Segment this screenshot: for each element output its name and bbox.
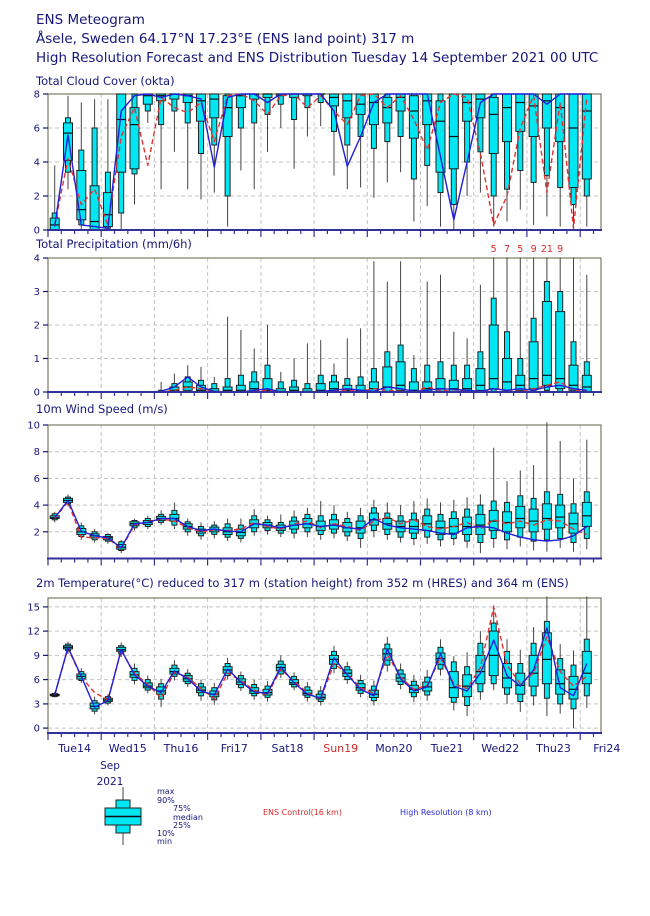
- legend-25-label: 25%: [173, 821, 191, 830]
- legend-high-res-label: High Resolution (8 km): [400, 808, 492, 817]
- time-axis-labels: [0, 740, 650, 790]
- forecast-subtitle: High Resolution Forecast and ENS Distribution Tuesday 14 September 2021 00 UTC: [36, 50, 599, 66]
- svg-text:0: 0: [33, 387, 40, 399]
- svg-text:0: 0: [33, 225, 40, 237]
- svg-text:7: 7: [503, 244, 511, 255]
- cloud-cover-title: Total Cloud Cover (okta): [36, 74, 175, 88]
- svg-text:Tue14: Tue14: [58, 742, 91, 755]
- svg-text:5: 5: [517, 244, 524, 255]
- svg-text:2: 2: [33, 527, 40, 539]
- temperature-chart: [0, 590, 650, 740]
- cloud-cover-chart: [0, 88, 650, 240]
- svg-text:Tue21: Tue21: [430, 742, 464, 755]
- svg-text:9: 9: [33, 650, 40, 662]
- svg-text:4: 4: [33, 157, 40, 169]
- svg-text:5: 5: [490, 244, 497, 255]
- svg-text:Thu23: Thu23: [536, 742, 571, 755]
- svg-text:15: 15: [27, 602, 40, 614]
- svg-text:10: 10: [27, 420, 40, 432]
- svg-text:Wed22: Wed22: [481, 742, 520, 755]
- svg-text:3: 3: [33, 287, 40, 298]
- wind-speed-title: 10m Wind Speed (m/s): [36, 402, 168, 416]
- page-title: ENS Meteogram: [36, 12, 145, 28]
- svg-text:21: 21: [540, 244, 553, 255]
- svg-text:8: 8: [33, 447, 40, 459]
- svg-text:Sat18: Sat18: [271, 742, 304, 755]
- svg-text:9: 9: [530, 244, 537, 255]
- svg-text:6: 6: [33, 473, 40, 485]
- temperature-title: 2m Temperature(°C) reduced to 317 m (station height) from 352 m (HRES) and 364 m (ENS): [36, 576, 569, 590]
- svg-text:2: 2: [33, 320, 40, 332]
- legend-min-label: min: [157, 837, 173, 846]
- svg-text:Mon20: Mon20: [375, 742, 413, 755]
- legend-10-label: 10%: [157, 829, 175, 838]
- svg-text:Fri17: Fri17: [220, 742, 248, 755]
- svg-text:Fri24: Fri24: [593, 742, 621, 755]
- precipitation-title: Total Precipitation (mm/6h): [36, 237, 192, 251]
- box-whisker-glyph: [100, 783, 148, 855]
- svg-text:2021: 2021: [96, 776, 124, 788]
- legend-ens-control-label: ENS Control(16 km): [263, 808, 342, 817]
- svg-text:3: 3: [33, 699, 40, 711]
- svg-text:8: 8: [33, 89, 40, 101]
- precipitation-chart: [0, 240, 650, 402]
- svg-text:4: 4: [33, 253, 40, 265]
- svg-text:6: 6: [33, 675, 40, 687]
- svg-text:Sep: Sep: [100, 760, 120, 772]
- svg-text:Sun19: Sun19: [323, 742, 359, 755]
- svg-text:4: 4: [33, 500, 40, 512]
- svg-text:0: 0: [33, 723, 40, 735]
- svg-text:1: 1: [33, 354, 40, 365]
- svg-text:9: 9: [557, 244, 564, 255]
- svg-text:2: 2: [33, 191, 40, 203]
- svg-text:12: 12: [27, 626, 40, 638]
- svg-text:6: 6: [33, 123, 40, 135]
- svg-text:Wed15: Wed15: [108, 742, 147, 755]
- legend-75-label: 75%: [173, 804, 191, 813]
- svg-text:Thu16: Thu16: [163, 742, 199, 755]
- location-subtitle: Åsele, Sweden 64.17°N 17.23°E (ENS land point) 317 m: [36, 31, 415, 47]
- legend-max-label: max: [157, 787, 175, 796]
- wind-speed-chart: [0, 414, 650, 566]
- legend-median-label: median: [173, 813, 203, 822]
- legend-90-label: 90%: [157, 796, 175, 805]
